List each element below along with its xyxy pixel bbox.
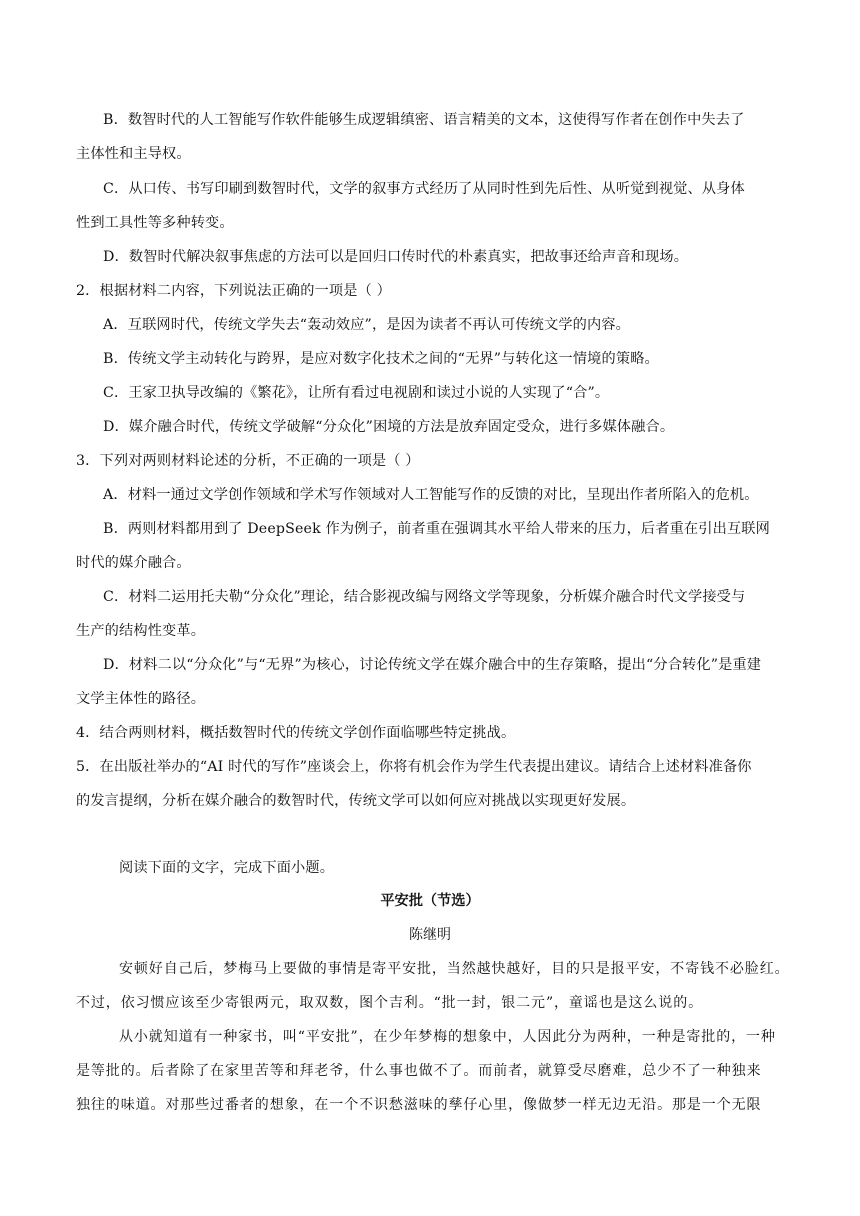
story-title: 平安批（节选） [380,893,480,909]
q2-option-c: C．王家卫执导改编的《繁花》，让所有看过电视剧和读过小说的人实现了“合”。 [103,385,610,401]
q2-option-d: D．媒介融合时代，传统文学破解“分众化”困境的方法是放弃固定受众，进行多媒体融合。 [103,419,675,435]
story-paragraph1-line1: 安顿好自己后，梦梅马上要做的事情是寄平安批，当然越快越好，目的只是报平安，不寄钱不必脸红。 [119,961,790,977]
q3-option-c-line1: C．材料二运用托夫勒“分众化”理论，结合影视改编与网络文学等现象，分析媒介融合时代文学接受与 [103,589,746,605]
q1-option-b-line1: B．数智时代的人工智能写作软件能够生成逻辑缜密、语言精美的文本，这使得写作者在创作中失去了 [103,112,745,128]
q1-option-b-line2: 主体性和主导权。 [76,146,191,162]
q3-stem: 3．下列对两则材料论述的分析，不正确的一项是（ ） [76,453,420,469]
q3-option-c-line2: 生产的结构性变革。 [76,623,206,639]
q1-option-c-line1: C．从口传、书写印刷到数智时代，文学的叙事方式经历了从同时性到先后性、从听觉到视觉、从身体 [103,181,745,197]
story-paragraph2-line3: 独往的味道。对那些过番者的想象，在一个不识愁滋味的孳仔心里，像做梦一样无边无沿。那是一个无限 [76,1097,762,1113]
q5-stem-line1: 5．在出版社举办的“AI 时代的写作”座谈会上，你将有机会作为学生代表提出建议。请结合上述材料准备你 [76,759,752,775]
q2-stem: 2．根据材料二内容，下列说法正确的一项是（ ） [76,283,391,299]
q1-option-c-line2: 性到工具性等多种转变。 [76,215,234,231]
story-paragraph1-line2: 不过，依习惯应该至少寄银两元，取双数，图个吉利。“批一封，银二元”，童谣也是这么说的。 [76,995,704,1011]
q3-option-b-line1: B．两则材料都用到了 DeepSeek 作为例子，前者重在强调其水平给人带来的压力，后者重在引出互联网 [103,521,770,537]
story-paragraph2-line1: 从小就知道有一种家书，叫“平安批”，在少年梦梅的想象中，人因此分为两种，一种是寄批的，一种 [119,1029,776,1045]
q4-stem: 4．结合两则材料，概括数智时代的传统文学创作面临哪些特定挑战。 [76,725,516,741]
q1-option-d: D．数智时代解决叙事焦虑的方法可以是回归口传时代的朴素真实，把故事还给声音和现场。 [103,249,689,265]
story-paragraph2-line2: 是等批的。后者除了在家里苦等和拜老爷，什么事也做不了。而前者，就算受尽磨难，总少不了一种独来 [76,1063,762,1079]
story-author: 陈继明 [409,927,451,943]
q3-option-a: A．材料一通过文学创作领域和学术写作领域对人工智能写作的反馈的对比，呈现出作者所陷入的危机。 [103,487,759,503]
reading-instruction: 阅读下面的文字，完成下面小题。 [119,860,335,876]
q3-option-d-line2: 文学主体性的路径。 [76,691,206,707]
q2-option-a: A．互联网时代，传统文学失去“轰动效应”，是因为读者不再认可传统文学的内容。 [103,317,631,333]
q3-option-d-line1: D．材料二以“分众化”与“无界”为核心，讨论传统文学在媒介融合中的生存策略，提出“分合转化”是重建 [103,657,762,673]
q2-option-b: B．传统文学主动转化与跨界，是应对数字化技术之间的“无界”与转化这一情境的策略。 [103,351,659,367]
q5-stem-line2: 的发言提纲，分析在媒介融合的数智时代，传统文学可以如何应对挑战以实现更好发展。 [76,793,636,809]
q3-option-b-line2: 时代的媒介融合。 [76,555,191,571]
